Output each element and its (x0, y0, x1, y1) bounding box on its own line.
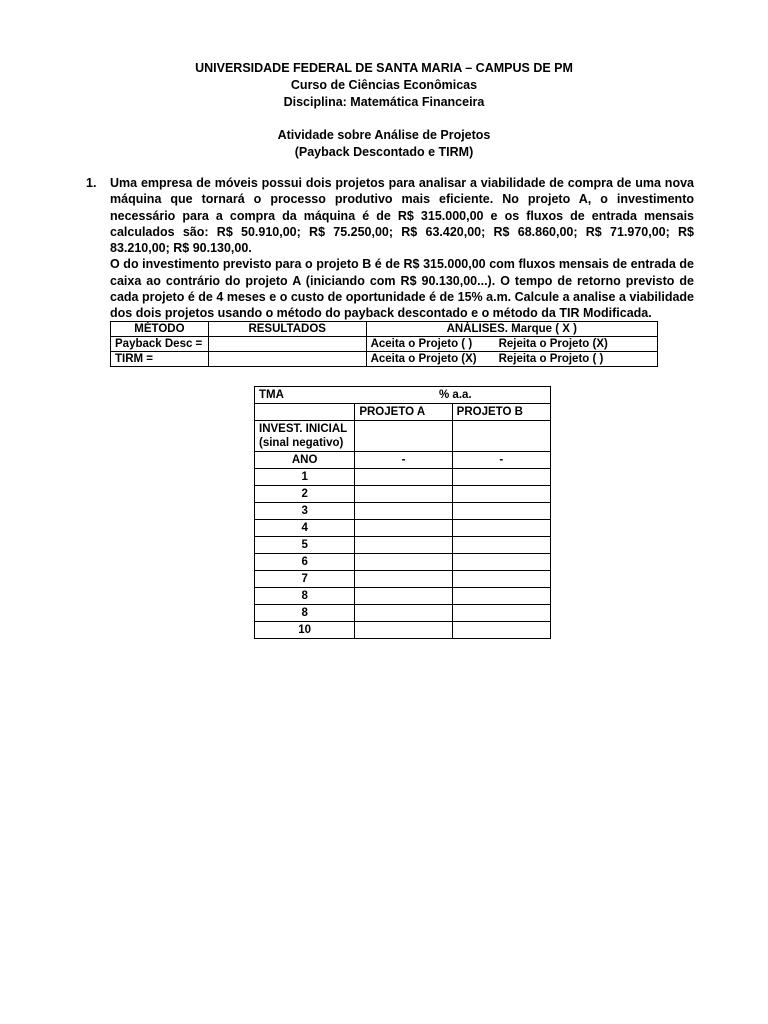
table-row (255, 588, 551, 605)
activity-title: Atividade sobre Análise de Projetos (277, 128, 491, 142)
question-1 (86, 175, 694, 322)
university-name: UNIVERSIDADE FEDERAL DE SANTA MARIA – CAMPUS DE PM (195, 61, 573, 75)
cash-flow-table (254, 386, 551, 639)
ano-label: ANO (255, 452, 355, 469)
flow-b-cell[interactable] (452, 622, 550, 639)
header-projeto-b: PROJETO B (452, 404, 550, 421)
invest-label-line2: (sinal negativo) (259, 437, 344, 449)
flow-a-cell[interactable] (355, 520, 452, 537)
flow-a-cell[interactable] (355, 571, 452, 588)
table-row (255, 571, 551, 588)
flow-a-cell[interactable] (355, 605, 452, 622)
year-cell: 10 (255, 622, 355, 639)
method-tirm: TIRM = (111, 352, 209, 367)
flow-a-cell[interactable] (355, 588, 452, 605)
tma-row (255, 387, 551, 404)
year-cell: 3 (255, 503, 355, 520)
flow-b-cell[interactable] (452, 486, 550, 503)
year-cell: 1 (255, 469, 355, 486)
table-row (255, 486, 551, 503)
flow-b-cell[interactable] (452, 520, 550, 537)
accept-option: Aceita o Projeto (X) (370, 353, 477, 365)
flow-b-cell[interactable] (452, 503, 550, 520)
question-paragraph-2: O do investimento previsto para o projeto B é de R$ 315.000,00 com fluxos mensais de entrada de caixa ao contrário do projeto A (iniciando com R$ 90.130,00...). O tempo de retorno previsto de cada projeto é de 4 meses e o custo de oportunidade é de 15% a.m. Calcule a analise a viabilidade dos dois projetos usando o método do payback descontado e o método da TIR Modificada. (110, 257, 694, 321)
year-cell: 4 (255, 520, 355, 537)
header-projeto-a: PROJETO A (355, 404, 452, 421)
tma-unit: % a.a. (439, 389, 472, 401)
flow-b-cell[interactable] (452, 605, 550, 622)
table-row (255, 469, 551, 486)
question-number: 1. (86, 176, 97, 190)
invest-inicial-label (255, 421, 355, 452)
year-cell: 6 (255, 554, 355, 571)
table-row (255, 622, 551, 639)
year-cell: 5 (255, 537, 355, 554)
accept-option: Aceita o Projeto ( ) (370, 338, 473, 350)
flow-b-cell[interactable] (452, 554, 550, 571)
invest-a-cell[interactable] (355, 421, 452, 452)
table-row (255, 503, 551, 520)
year-cell: 8 (255, 588, 355, 605)
flow-b-cell[interactable] (452, 588, 550, 605)
question-paragraph-1: Uma empresa de móveis possui dois projetos para analisar a viabilidade de compra de uma nova máquina que tornará o processo produtivo mais eficiente. No projeto A, o investimento necessário para a compra da máquina é de R$ 315.000,00 e os fluxos de entrada mensais calculados são: R$ 50.910,00; R$ 75.250,00; R$ 63.420,00; R$ 68.860,00; R$ 71.970,00; R$ 83.210,00; R$ 90.130,00. (110, 176, 694, 256)
year-cell: 8 (255, 605, 355, 622)
flow-b-cell[interactable] (452, 469, 550, 486)
reject-option: Rejeita o Projeto (X) (498, 338, 608, 350)
course-name: Curso de Ciências Econômicas (290, 78, 478, 92)
empty-corner (255, 404, 355, 421)
discipline-name: Disciplina: Matemática Financeira (283, 95, 485, 109)
flow-b-cell[interactable] (452, 537, 550, 554)
flow-a-cell[interactable] (355, 469, 452, 486)
analysis-payback-cell (366, 337, 657, 352)
table-row (255, 605, 551, 622)
year-cell: 7 (255, 571, 355, 588)
result-tirm-cell[interactable] (208, 352, 366, 367)
ano-b-dash: - (452, 452, 550, 469)
flow-a-cell[interactable] (355, 554, 452, 571)
method-payback: Payback Desc = (111, 337, 209, 352)
analysis-tirm-cell (366, 352, 657, 367)
table-row (255, 554, 551, 571)
header-resultados: RESULTADOS (208, 322, 366, 337)
tma-label: TMA (259, 389, 284, 401)
table-row (111, 352, 658, 367)
flow-a-cell[interactable] (355, 537, 452, 554)
activity-subtitle: (Payback Descontado e TIRM) (294, 145, 474, 159)
results-table (110, 321, 658, 367)
flow-a-cell[interactable] (355, 503, 452, 520)
table-row (111, 337, 658, 352)
table-row (255, 520, 551, 537)
year-cell: 2 (255, 486, 355, 503)
result-payback-cell[interactable] (208, 337, 366, 352)
flow-b-cell[interactable] (452, 571, 550, 588)
flow-a-cell[interactable] (355, 486, 452, 503)
header-metodo: MÉTODO (111, 322, 209, 337)
document-header (0, 60, 768, 161)
ano-a-dash: - (355, 452, 452, 469)
invest-label-line1: INVEST. INICIAL (259, 423, 348, 435)
invest-b-cell[interactable] (452, 421, 550, 452)
table-row (255, 537, 551, 554)
header-analises: ANÁLISES. Marque ( X ) (366, 322, 657, 337)
reject-option: Rejeita o Projeto ( ) (498, 353, 604, 365)
flow-a-cell[interactable] (355, 622, 452, 639)
